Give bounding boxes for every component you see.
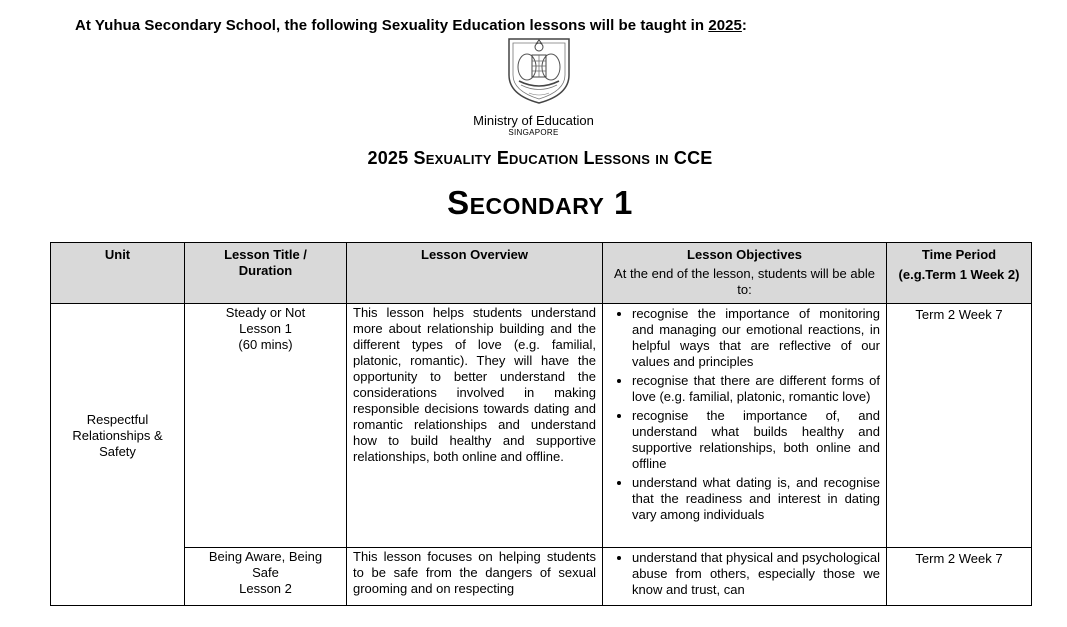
header-objectives-subtext: At the end of the lesson, students will be able to:	[614, 266, 875, 297]
table-row	[51, 304, 1032, 548]
intro-line	[75, 17, 747, 34]
objectives-list	[603, 306, 880, 523]
lessons-table	[50, 242, 1032, 606]
lesson-objectives-cell	[603, 304, 887, 548]
unit-cell: Respectful Relationships & Safety	[51, 304, 185, 606]
lesson-number: Lesson 2	[239, 581, 292, 596]
document-title: 2025 Sexuality Education Lessons in CCE	[367, 148, 713, 168]
lesson-title-cell	[185, 304, 347, 548]
objective-item: • understand that physical and psychological abuse from others, especially those we know and trust, can	[632, 550, 880, 598]
header-time-example: (e.g.Term 1 Week 2)	[898, 267, 1020, 282]
header-time-label: Time Period	[921, 247, 997, 262]
objective-item: • understand what dating is, and recognise that the readiness and interest in dating vary among individuals	[632, 475, 880, 523]
header-time	[887, 243, 1032, 304]
lesson-title-cell	[185, 548, 347, 606]
moe-crest-logo	[505, 35, 573, 105]
intro-colon: :	[741, 17, 747, 34]
header-unit: Unit	[51, 243, 185, 304]
header-objectives	[603, 243, 887, 304]
lesson-title: Being Aware, Being Safe	[208, 549, 323, 580]
lesson-overview-text: This lesson focuses on helping students to be safe from the dangers of sexual grooming and on respecting	[353, 549, 596, 596]
ministry-name: Ministry of Education	[473, 113, 594, 128]
table-row	[51, 548, 1032, 606]
header-objectives-label: Lesson Objectives	[687, 247, 802, 262]
time-period-cell: Term 2 Week 7	[887, 548, 1032, 606]
intro-year: 2025	[708, 17, 742, 34]
level-heading: Secondary 1	[447, 184, 633, 221]
lesson-overview-cell	[347, 548, 603, 606]
intro-text: At Yuhua Secondary School, the following Sexuality Education lessons will be taught in	[75, 17, 709, 34]
lesson-duration: (60 mins)	[238, 337, 293, 352]
lesson-title: Steady or Not	[225, 305, 306, 320]
objectives-list	[603, 550, 880, 598]
header-overview: Lesson Overview	[347, 243, 603, 304]
lesson-overview-cell: This lesson helps students understand more about relationship building and the different types of love (e.g. familial, platonic, romantic). They will have the opportunity to better understand the considerations involved in making responsible decisions towards dating and romantic relationships and understand how to build healthy and supportive relationships, both online and offline.	[347, 304, 603, 548]
ministry-block	[0, 114, 1067, 137]
objective-item: • recognise the importance of, and understand what builds healthy and supportive relationships, both online and offline	[632, 408, 880, 472]
objectives-clip	[603, 550, 880, 602]
lesson-title-clip	[185, 549, 346, 601]
header-lesson-title: Lesson Title / Duration	[185, 243, 347, 304]
lesson-objectives-cell	[603, 548, 887, 606]
lesson-number: Lesson 1	[239, 321, 292, 336]
table-header-row	[51, 243, 1032, 304]
ministry-country: SINGAPORE	[508, 128, 559, 137]
objective-item: • recognise the importance of monitoring and managing our emotional reactions, in helpful ways that are reflective of our values and principles	[632, 306, 880, 370]
time-period-cell: Term 2 Week 7	[887, 304, 1032, 548]
objective-item: • recognise that there are different forms of love (e.g. familial, platonic, romantic love)	[632, 373, 880, 405]
